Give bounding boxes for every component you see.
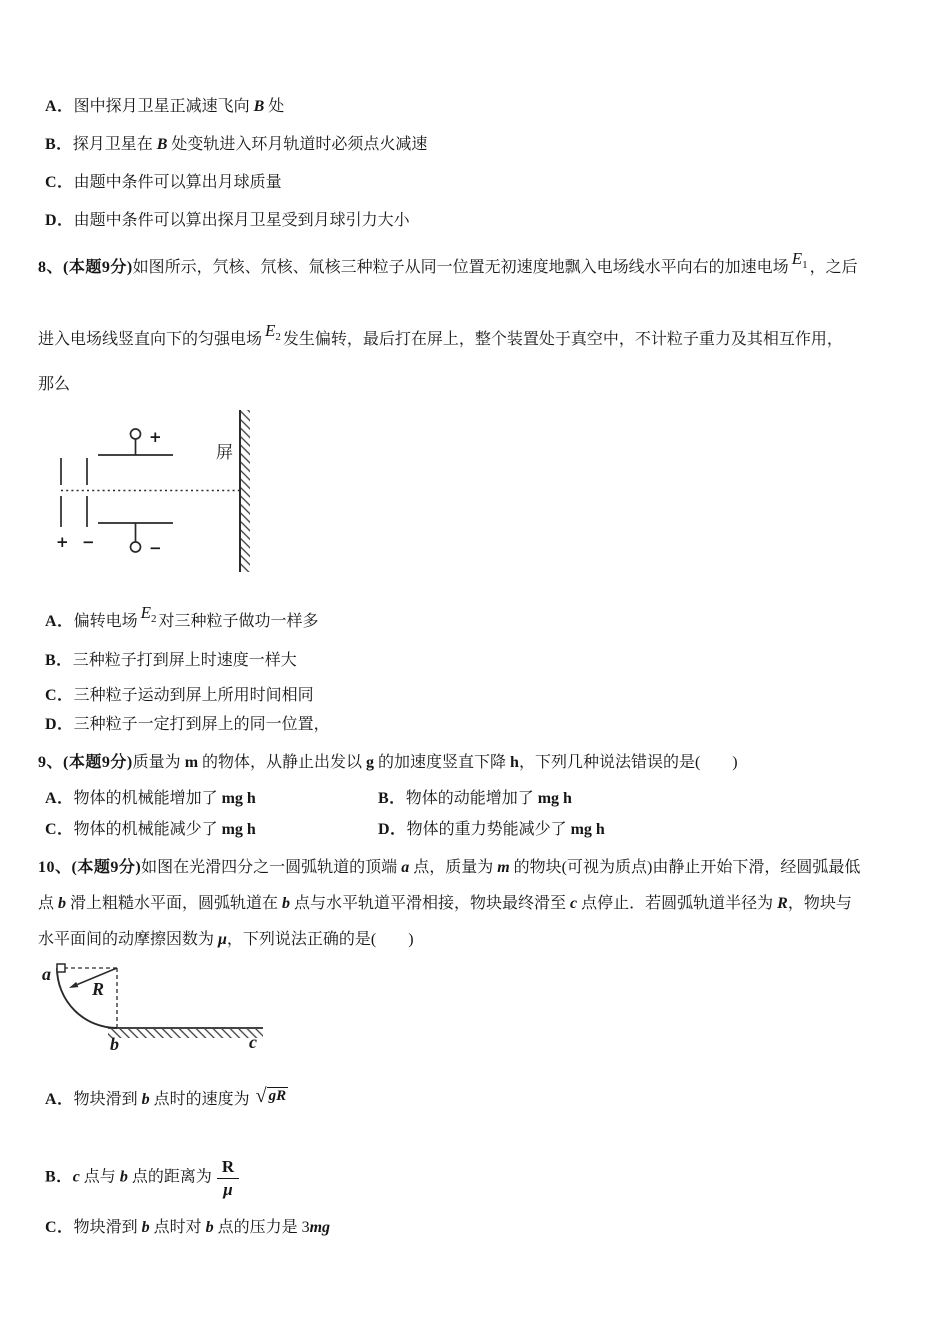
q9-option-a: A．物体的机械能增加了 mg h — [45, 790, 256, 807]
bottom-plate-minus-sign: − — [149, 539, 162, 557]
q9-option-b: B．物体的动能增加了 mg h — [378, 790, 572, 807]
q8-option-b: B．三种粒子打到屏上时速度一样大 — [45, 652, 297, 669]
q8-field-screen-diagram — [35, 405, 265, 580]
q8-option-d: D．三种粒子一定打到屏上的同一位置， — [45, 716, 330, 733]
screen-hatching — [241, 410, 250, 572]
q8-stem-line3: 那么 — [38, 376, 71, 393]
q10-option-b: B．c 点与 b 点的距离为 $\frac{R}{\mu}$ — [45, 1156, 239, 1201]
q7-option-a: A．图中探月卫星正减速飞向 B 处 — [45, 98, 285, 115]
q7-option-b: B．探月卫星在 B 处变轨进入环月轨道时必须点火减速 — [45, 136, 428, 153]
block-at-a — [57, 964, 65, 972]
q8-stem-line1: 8、(本题9分)如图所示，氕核、氘核、氚核三种粒子从同一位置无初速度地飘入电场线水平向右的加速电场 $E^1$ ，之后 — [38, 249, 858, 276]
q8-option-a: A．偏转电场 $E^2$ 对三种粒子做功一样多 — [45, 603, 319, 630]
q7-option-c: C．由题中条件可以算出月球质量 — [45, 174, 282, 191]
q8-stem-line2: 进入电场线竖直向下的匀强电场 $E^2$ 发生偏转，最后打在屏上，整个装置处于真空中，不计粒子重力及其相互作用， — [38, 321, 843, 348]
q9-option-d: D．物体的重力势能减少了 mg h — [378, 821, 605, 838]
q8-option-c: C．三种粒子运动到屏上所用时间相同 — [45, 687, 314, 704]
ground-hatching — [108, 1029, 263, 1038]
point-c-label: c — [249, 1032, 257, 1052]
point-a-label: a — [42, 964, 51, 984]
q10-option-c: C．物块滑到 b 点时对 b 点的压力是 3mg — [45, 1219, 331, 1236]
q9-option-c: C．物体的机械能减少了 mg h — [45, 821, 256, 838]
q7-option-d: D．由题中条件可以算出探月卫星受到月球引力大小 — [45, 212, 410, 229]
accel-right-minus-sign: − — [82, 533, 95, 551]
q10-stem-line3: 水平面间的动摩擦因数为 μ，下列说法正确的是( ) — [38, 931, 414, 948]
point-b-label: b — [110, 1034, 119, 1054]
q10-stem-line1: 10、(本题9分)如图在光滑四分之一圆弧轨道的顶端 a 点，质量为 m 的物块(可视为质点)由静止开始下滑，经圆弧最低 — [38, 859, 861, 876]
radius-arrowhead — [69, 982, 78, 988]
accel-left-plus-sign: + — [56, 533, 69, 551]
radius-label: R — [92, 979, 105, 999]
top-plate-plus-sign: + — [149, 428, 162, 446]
bottom-terminal — [131, 542, 141, 552]
screen-label: 屏 — [216, 443, 233, 462]
quarter-circle-arc — [57, 968, 117, 1028]
q10-arc-track-diagram — [40, 953, 275, 1063]
q10-option-a: A．物块滑到 b 点时的速度为 √ gR — [45, 1085, 287, 1108]
q9-stem: 9、(本题9分)质量为 m 的物体，从静止出发以 g 的加速度竖直下降 h，下列几种说法错误的是( ) — [38, 754, 738, 771]
top-terminal — [131, 429, 141, 439]
q10-stem-line2: 点 b 滑上粗糙水平面，圆弧轨道在 b 点与水平轨道平滑相接，物块最终滑至 c 点停止．若圆弧轨道半径为 R，物块与 — [38, 895, 852, 912]
